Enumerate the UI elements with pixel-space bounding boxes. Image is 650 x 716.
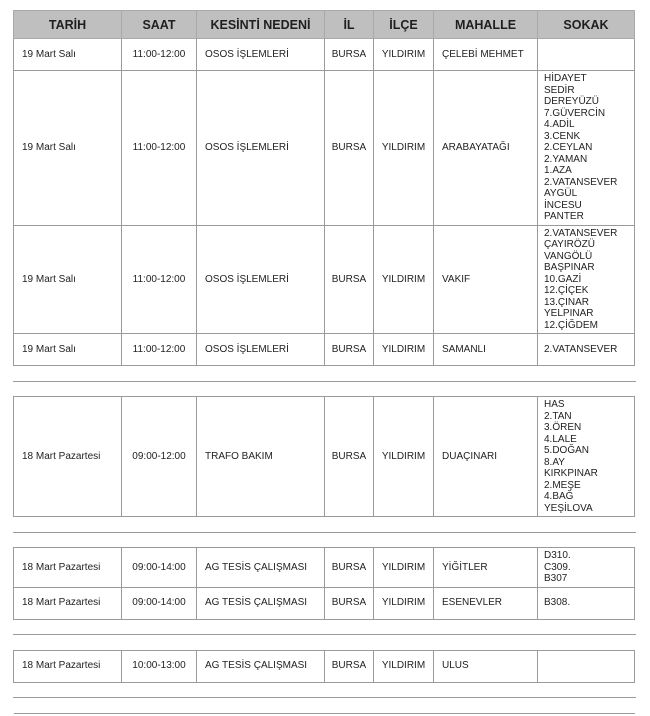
- column-header-il: İL: [325, 11, 374, 39]
- table-row: [14, 39, 635, 71]
- cell-il: BURSA: [325, 71, 374, 226]
- street-name: 3.CENK: [544, 130, 581, 142]
- street-name: 12.ÇİÇEK: [544, 285, 589, 296]
- street-name: 7.GÜVERCİN: [544, 107, 606, 119]
- cell-kesinti-nedeni: AG TESİS ÇALIŞMASI: [197, 587, 325, 619]
- separator-row: [14, 619, 635, 650]
- column-header-saat: SAAT: [122, 11, 197, 39]
- street-name: 2.VATANSEVER: [544, 176, 618, 188]
- street-name: İNCESU: [544, 199, 582, 211]
- street-name: 2.TAN: [544, 410, 572, 422]
- street-name: 3.ÖREN: [544, 422, 582, 433]
- cell-mahalle: SAMANLI: [434, 334, 538, 366]
- cell-saat: 11:00-12:00: [122, 39, 197, 71]
- cell-ilce: YILDIRIM: [374, 39, 434, 71]
- cell-sokak: [538, 39, 635, 71]
- street-name: 2.VATANSEVER: [544, 343, 618, 355]
- street-name: B308.: [544, 597, 571, 609]
- street-name: YELPINAR: [544, 308, 594, 319]
- cell-ilce: YILDIRIM: [374, 548, 434, 588]
- table-body: [14, 39, 635, 714]
- cell-tarih: 18 Mart Pazartesi: [14, 650, 122, 682]
- divider: [13, 634, 636, 635]
- street-name: 10.GAZİ: [544, 273, 582, 285]
- separator-row: [14, 682, 635, 713]
- cell-saat: 11:00-12:00: [122, 71, 197, 226]
- column-header-mahalle: MAHALLE: [434, 11, 538, 39]
- separator-row: [14, 517, 635, 548]
- separator-row: [14, 366, 635, 397]
- cell-ilce: YILDIRIM: [374, 71, 434, 226]
- table-row: [14, 334, 635, 366]
- column-header-ilce: İLÇE: [374, 11, 434, 39]
- street-name: C309.: [544, 561, 571, 573]
- divider: [13, 381, 636, 382]
- street-name: B307: [544, 573, 568, 584]
- street-name: 5.DOĞAN: [544, 445, 590, 456]
- cell-kesinti-nedeni: OSOS İŞLEMLERİ: [197, 39, 325, 71]
- table-row: [14, 397, 635, 517]
- cell-sokak: [538, 225, 635, 334]
- cell-kesinti-nedeni: OSOS İŞLEMLERİ: [197, 334, 325, 366]
- street-name: AYGÜL: [544, 188, 578, 199]
- cell-mahalle: YİĞİTLER: [434, 548, 538, 588]
- cell-saat: 11:00-12:00: [122, 225, 197, 334]
- cell-saat: 10:00-13:00: [122, 650, 197, 682]
- cell-sokak: [538, 650, 635, 682]
- cell-kesinti-nedeni: AG TESİS ÇALIŞMASI: [197, 650, 325, 682]
- column-header-kesinti-nedeni: KESİNTİ NEDENİ: [197, 11, 325, 39]
- separator-cell: [14, 619, 635, 650]
- cell-tarih: 18 Mart Pazartesi: [14, 548, 122, 588]
- street-name: PANTER: [544, 211, 584, 222]
- cell-saat: 09:00-14:00: [122, 587, 197, 619]
- cell-mahalle: ESENEVLER: [434, 587, 538, 619]
- street-name: 13.ÇINAR: [544, 296, 590, 308]
- divider: [13, 532, 636, 533]
- cell-il: BURSA: [325, 397, 374, 517]
- cell-tarih: 19 Mart Salı: [14, 39, 122, 71]
- street-name: KIRKPINAR: [544, 468, 598, 479]
- cell-kesinti-nedeni: TRAFO BAKIM: [197, 397, 325, 517]
- cell-mahalle: DUAÇINARI: [434, 397, 538, 517]
- street-name: BAŞPINAR: [544, 262, 595, 273]
- cell-kesinti-nedeni: OSOS İŞLEMLERİ: [197, 225, 325, 334]
- cell-kesinti-nedeni: OSOS İŞLEMLERİ: [197, 71, 325, 226]
- street-name: DEREYÜZÜ: [544, 96, 600, 107]
- cell-il: BURSA: [325, 225, 374, 334]
- table-row: [14, 71, 635, 226]
- street-name: 2.CEYLAN: [544, 142, 593, 153]
- outage-table: [13, 10, 635, 714]
- street-name: SEDİR: [544, 84, 575, 96]
- cell-ilce: YILDIRIM: [374, 334, 434, 366]
- street-name: ÇAYIRÖZÜ: [544, 239, 595, 250]
- cell-saat: 09:00-14:00: [122, 548, 197, 588]
- cell-tarih: 19 Mart Salı: [14, 71, 122, 226]
- street-name: 4.BAĞ: [544, 491, 574, 502]
- street-name: 2.VATANSEVER: [544, 227, 618, 239]
- table-row: [14, 650, 635, 682]
- separator-cell: [14, 366, 635, 397]
- cell-il: BURSA: [325, 334, 374, 366]
- separator-cell: [14, 517, 635, 548]
- column-header-tarih: TARİH: [14, 11, 122, 39]
- cell-tarih: 19 Mart Salı: [14, 225, 122, 334]
- street-name: 12.ÇİĞDEM: [544, 319, 598, 331]
- street-name: 8.AY: [544, 456, 565, 468]
- cell-tarih: 19 Mart Salı: [14, 334, 122, 366]
- street-name: 2.MEŞE: [544, 479, 581, 491]
- street-name: VANGÖLÜ: [544, 250, 593, 262]
- street-name: D310.: [544, 550, 571, 561]
- street-name: 4.LALE: [544, 433, 577, 445]
- cell-tarih: 18 Mart Pazartesi: [14, 587, 122, 619]
- cell-sokak: [538, 587, 635, 619]
- cell-ilce: YILDIRIM: [374, 225, 434, 334]
- column-header-sokak: SOKAK: [538, 11, 635, 39]
- divider: [13, 697, 636, 698]
- table-row: [14, 587, 635, 619]
- cell-tarih: 18 Mart Pazartesi: [14, 397, 122, 517]
- cell-ilce: YILDIRIM: [374, 587, 434, 619]
- cell-mahalle: ARABAYATAĞI: [434, 71, 538, 226]
- cell-kesinti-nedeni: AG TESİS ÇALIŞMASI: [197, 548, 325, 588]
- cell-sokak: [538, 548, 635, 588]
- separator-cell: [14, 682, 635, 713]
- table-row: [14, 548, 635, 588]
- cell-ilce: YILDIRIM: [374, 650, 434, 682]
- cell-saat: 11:00-12:00: [122, 334, 197, 366]
- cell-saat: 09:00-12:00: [122, 397, 197, 517]
- cell-sokak: [538, 334, 635, 366]
- cell-il: BURSA: [325, 650, 374, 682]
- street-name: YEŞİLOVA: [544, 502, 593, 514]
- street-name: HİDAYET: [544, 73, 587, 84]
- cell-ilce: YILDIRIM: [374, 397, 434, 517]
- street-name: 2.YAMAN: [544, 153, 588, 165]
- street-name: HAS: [544, 399, 565, 410]
- cell-mahalle: ÇELEBİ MEHMET: [434, 39, 538, 71]
- cell-il: BURSA: [325, 587, 374, 619]
- table-row: [14, 225, 635, 334]
- cell-mahalle: VAKIF: [434, 225, 538, 334]
- cell-il: BURSA: [325, 39, 374, 71]
- street-name: 1.AZA: [544, 165, 572, 176]
- header-row: [14, 11, 635, 39]
- street-name: 4.ADİL: [544, 119, 575, 130]
- cell-sokak: [538, 71, 635, 226]
- cell-sokak: [538, 397, 635, 517]
- cell-mahalle: ULUS: [434, 650, 538, 682]
- cell-il: BURSA: [325, 548, 374, 588]
